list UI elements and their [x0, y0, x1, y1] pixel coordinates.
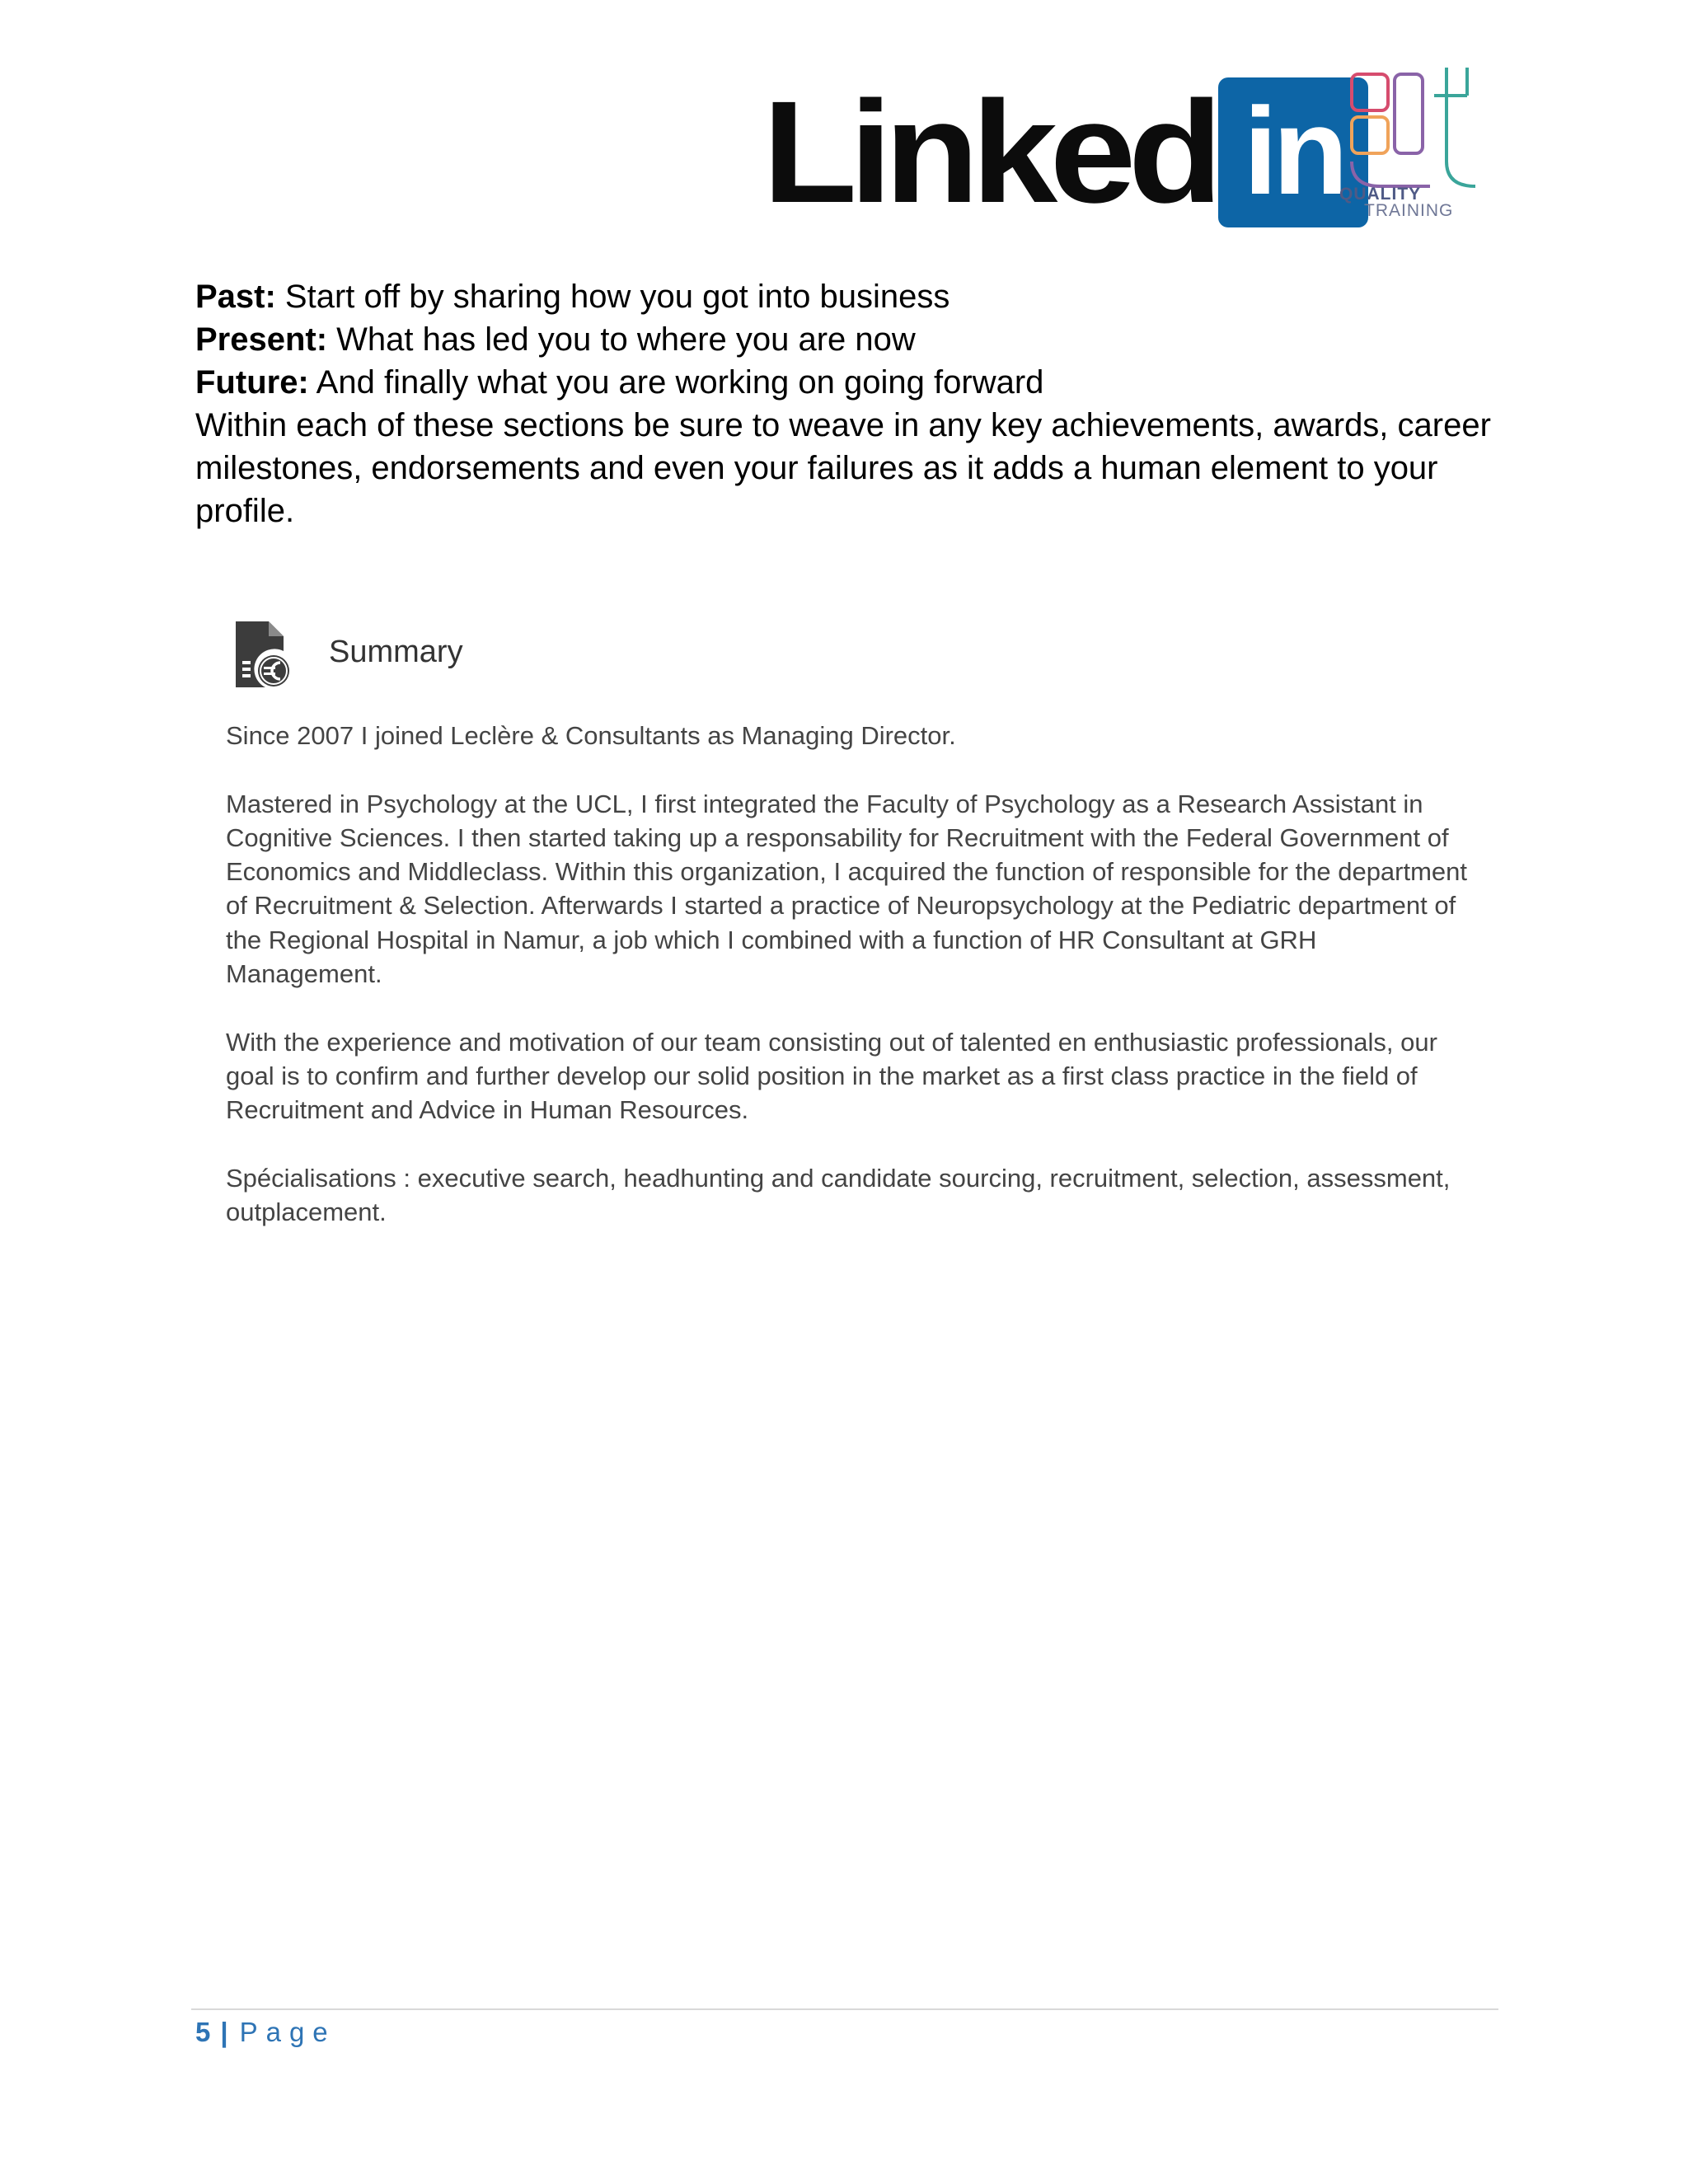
past-line — [195, 275, 1506, 318]
summary-paragraph: Mastered in Psychology at the UCL, I first integrated the Faculty of Psychology as a Research Assistant in Cognitive Sciences. I then started taking up a responsability for Recruitment with the Federal Government of Economics and Middleclass. Within this organization, I acquired the function of responsible for the department of Recruitment & Selection. Afterwards I started a practice of Neuropsychology at the Pediatric department of the Regional Hospital in Namur, a job which I combined with a function of HR Consultant at GRH Management. — [226, 789, 1468, 989]
future-label: Future: — [195, 364, 309, 401]
future-line — [195, 361, 1506, 404]
summary-paragraph: Since 2007 I joined Leclère & Consultants as Managing Director. — [226, 721, 956, 750]
future-text: And finally what you are working on going forward — [308, 364, 1044, 401]
page-footer — [195, 2017, 336, 2048]
past-label: Past: — [195, 279, 276, 315]
present-text: What has led you to where you are now — [327, 321, 916, 358]
present-line — [195, 318, 1506, 361]
summary-body — [226, 719, 1479, 1263]
linkedin-in-text: in — [1243, 82, 1343, 220]
summary-paragraph: Spécialisations : executive search, headhunting and candidate sourcing, recruitment, selection, assessment, outplacement. — [226, 1163, 1451, 1227]
past-text: Start off by sharing how you got into business — [275, 279, 950, 315]
present-label: Present: — [195, 321, 328, 358]
document-euro-icon — [232, 620, 292, 689]
linkedin-logo-word: Linked — [762, 72, 1216, 233]
page-label: Page — [239, 2017, 336, 2047]
summary-paragraph: With the experience and motivation of our team consisting out of talented en enthusiastic professionals, our goal is to confirm and further develop our solid position in the market as a first class practice in the field of Recruitment and Advice in Human Resources. — [226, 1027, 1437, 1125]
qt-logo-quality-text: QUALITY — [1339, 185, 1422, 204]
page-number: 5 — [195, 2017, 211, 2047]
linkedin-logo — [762, 72, 1368, 233]
summary-title: Summary — [329, 635, 463, 669]
footer-divider — [191, 2008, 1498, 2010]
intro-paragraph: Within each of these sections be sure to weave in any key achievements, awards, career milestones, endorsements and even your failures as it adds a human element to your profile. — [195, 407, 1491, 529]
intro-text — [195, 275, 1506, 532]
footer-separator: | — [220, 2017, 228, 2047]
qt-logo-training-text: TRAINING — [1364, 201, 1454, 220]
